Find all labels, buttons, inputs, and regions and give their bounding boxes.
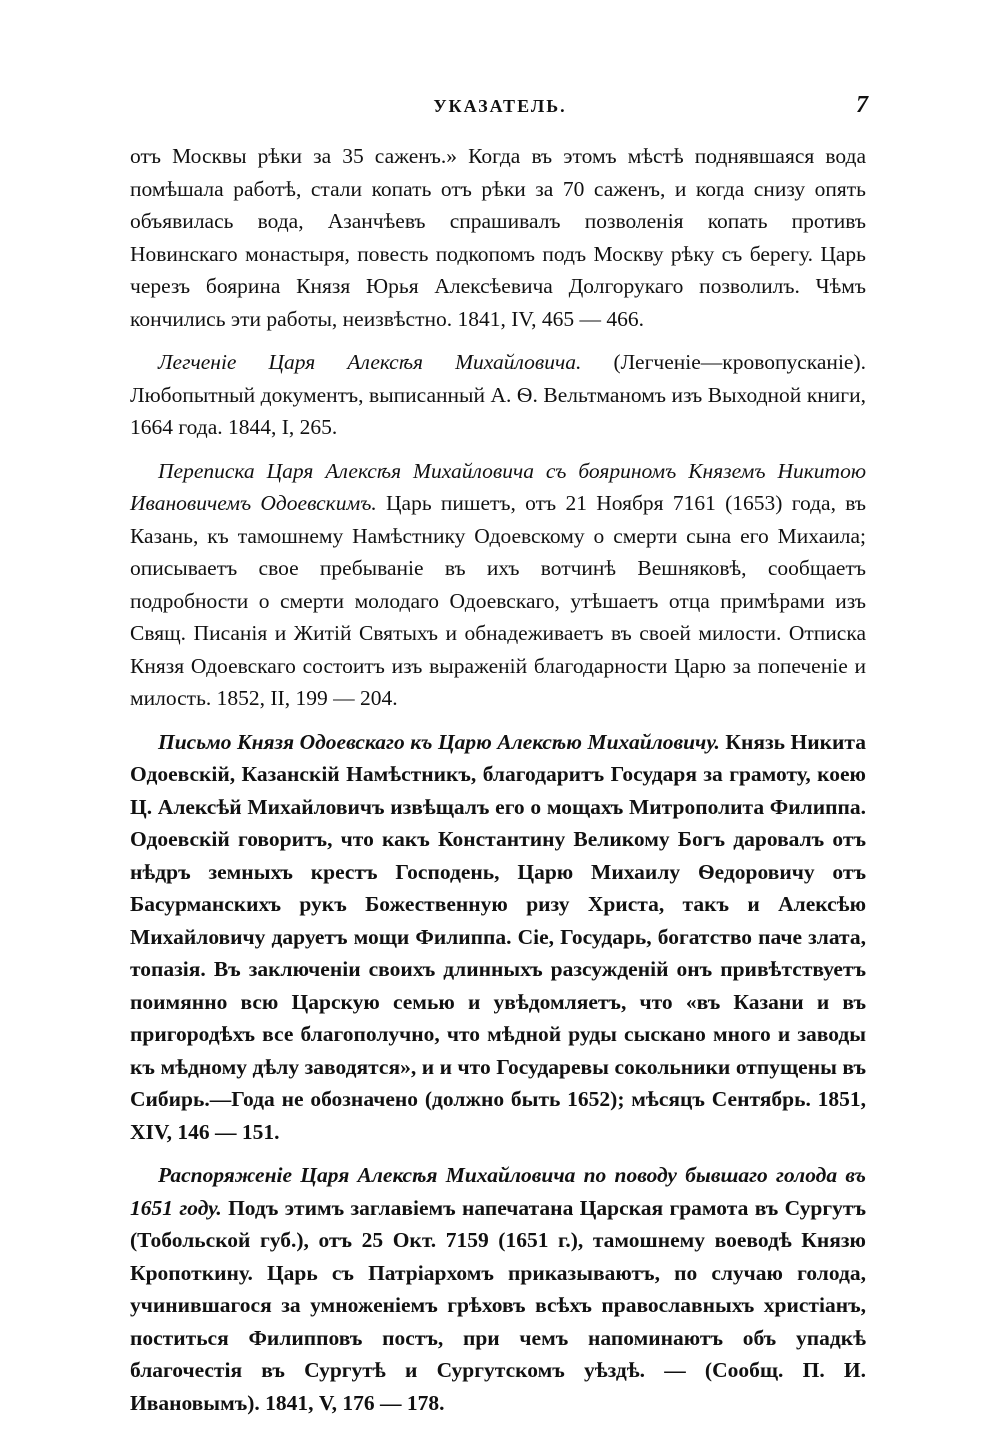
entry-text: Царь пишетъ, отъ 21 Ноября 7161 (1653) года, въ Казань, къ тамошнему Намѣстнику Одоевскому о смерти сына его Михаила; описываетъ свое пребываніе въ ихъ вотчинѣ Вешняковѣ, сообщаетъ подробности о смерти молодаго Одоевскаго, утѣшаетъ отца примѣрами изъ Свящ. Писанія и Житій Святыхъ и обнадеживаетъ въ своей милости. Отписка Князя Одоевскаго состоитъ изъ выраженій благодарности Царю за попеченіе и милость. 1852, II, 199 — 204. <box>130 491 866 710</box>
page-number: 7 <box>856 92 868 118</box>
running-title: УКАЗАТЕЛЬ. <box>433 96 567 116</box>
entry-title: Распоряженіе Царя Алексѣя Михайловича по поводу бывшаго голода въ 1651 году. <box>130 1163 866 1220</box>
page-body <box>130 140 866 1430</box>
entry-title: Переписка Царя Алексѣя Михайловича съ бояриномъ Княземъ Никитою Ивановичемъ Одоевскимъ. <box>130 458 866 515</box>
index-entry-pismo <box>130 726 866 1149</box>
entry-title: Письмо Князя Одоевскаго къ Царю Алексѣю Михайловичу. <box>158 729 720 754</box>
entry-text: (Легченіе—кровопусканіе). Любопытный документъ, выписанный А. Ѳ. Вельтманомъ изъ Выходной книги, 1664 года. 1844, I, 265. <box>130 350 866 439</box>
index-entry-rasporyazhenie <box>130 1159 866 1419</box>
entry-text: Подъ этимъ заглавіемъ напечатана Царская грамота въ Сургутъ (Тобольской губ.), отъ 25 Окт. 7159 (1651 г.), тамошнему воеводѣ Князю Кропоткину. Царь съ Патріархомъ приказываютъ, по случаю голода, учинившагося за умноженіемъ грѣховъ всѣхъ православныхъ христіанъ, поститься Филипповъ постъ, при чемъ напоминаютъ объ упадкѣ благочестія въ Сургутѣ и Сургутскомъ уѣздѣ. — (Сообщ. П. И. Ивановымъ). 1841, V, 176 — 178. <box>130 1195 866 1415</box>
index-entry-perepiska <box>130 455 866 715</box>
entry-title: Легченіе Царя Алексѣя Михайловича. <box>158 350 582 374</box>
index-entry-continued <box>130 140 866 335</box>
entry-text: Князь Никита Одоевскій, Казанскій Намѣстникъ, благодаритъ Государя за грамоту, коею Ц. Алексѣй Михайловичъ извѣщалъ его о мощахъ Митрополита Филиппа. Одоевскій говоритъ, что какъ Константину Великому Богъ даровалъ отъ нѣдръ земныхъ крестъ Господень, Царю Михаилу Ѳедоровичу отъ Басурманскихъ рукъ Божественную ризу Христа, такъ и Алексѣю Михайловичу даруетъ мощи Филиппа. Сіе, Государь, богатство паче злата, топазія. Въ заключеніи своихъ длинныхъ разсужденій онъ привѣтствуетъ поимянно всю Царскую семью и увѣдомляетъ, что «въ Казани и въ пригородѣхъ все благополучно, что мѣдной руды сыскано много и заводы къ мѣдному дѣлу заводятся», и и что Государевы сокольники отпущены въ Сибирь.—Года не обозначено (должно быть 1652); мѣсяцъ Сентябрь. 1851, XIV, 146 — 151. <box>130 729 866 1144</box>
entry-text: отъ Москвы рѣки за 35 саженъ.» Когда въ этомъ мѣстѣ поднявшаяся вода помѣшала работѣ, стали копать отъ рѣки за 70 саженъ, и когда снизу опять объявилась вода, Азанчѣевъ спрашивалъ позволенія копать противъ Новинскаго монастыря, повесть подкопомъ подъ Москву рѣку съ берегу. Царь черезъ боярина Князя Юрья Алексѣевича Долгорукаго позволилъ. Чѣмъ кончились эти работы, неизвѣстно. 1841, IV, 465 — 466. <box>130 144 866 331</box>
running-head <box>0 92 1000 126</box>
index-entry-legchenie <box>130 346 866 444</box>
